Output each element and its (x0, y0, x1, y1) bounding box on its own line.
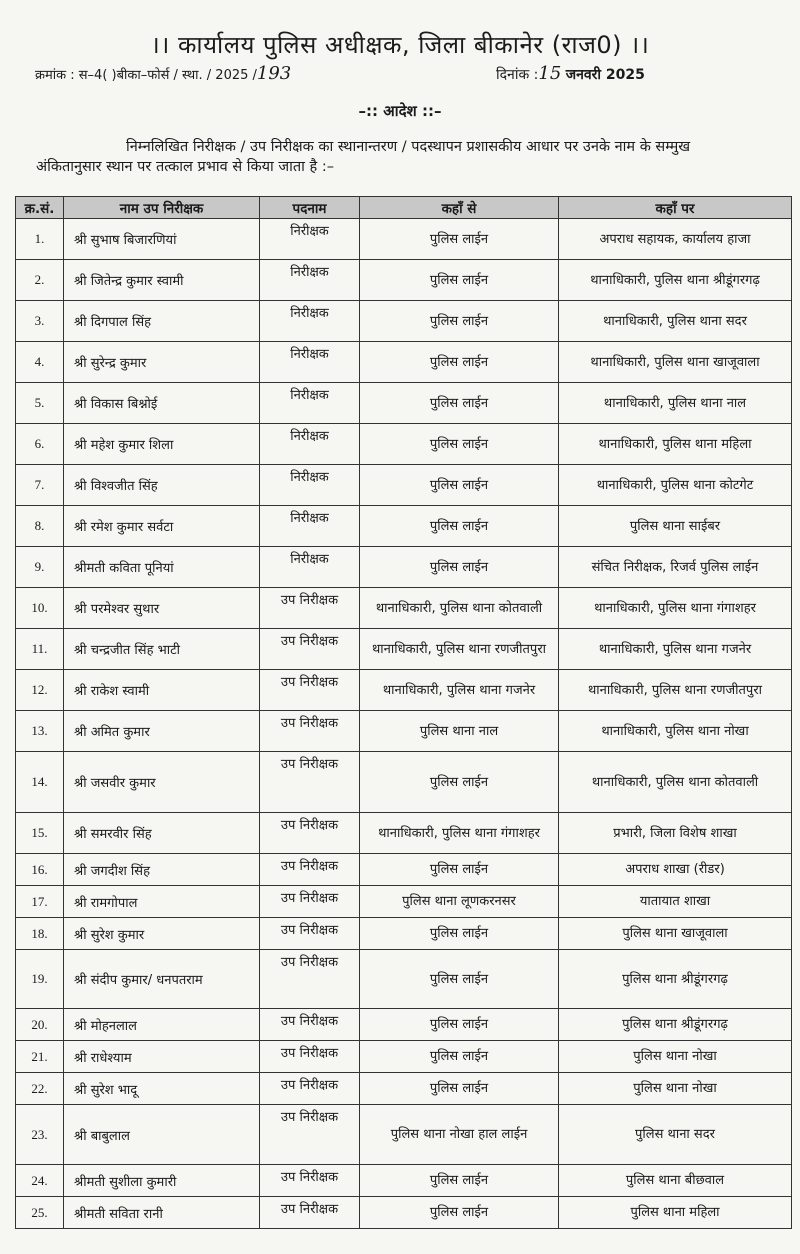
table-row (16, 342, 792, 383)
serial-cell: 3. (16, 301, 64, 342)
to-cell: अपराध शाखा (रीडर) (559, 854, 792, 886)
table-row (16, 854, 792, 886)
table-row (16, 918, 792, 950)
name-cell: श्री सुभाष बिजारणियां (64, 219, 260, 260)
from-cell: पुलिस लाईन (360, 506, 559, 547)
table-row (16, 950, 792, 1009)
from-cell: पुलिस थाना नाल (360, 711, 559, 752)
to-cell: थानाधिकारी, पुलिस थाना नाल (559, 383, 792, 424)
serial-cell: 12. (16, 670, 64, 711)
order-heading: –:: आदेश ::– (358, 102, 442, 120)
to-cell: थानाधिकारी, पुलिस थाना कोटगेट (559, 465, 792, 506)
serial-cell: 2. (16, 260, 64, 301)
reference-handwritten-number: 193 (256, 63, 292, 84)
designation-cell: उप निरीक्षक (260, 752, 360, 813)
name-cell: श्री रमेश कुमार सर्वटा (64, 506, 260, 547)
serial-cell: 21. (16, 1041, 64, 1073)
table-row (16, 588, 792, 629)
name-cell: श्रीमती सविता रानी (64, 1197, 260, 1229)
from-cell: पुलिस लाईन (360, 424, 559, 465)
from-cell: पुलिस लाईन (360, 950, 559, 1009)
date-month-year: जनवरी 2025 (565, 67, 645, 83)
designation-cell: निरीक्षक (260, 260, 360, 301)
serial-cell: 19. (16, 950, 64, 1009)
header-to: कहाँ पर (559, 197, 792, 219)
designation-cell: उप निरीक्षक (260, 1197, 360, 1229)
designation-cell: निरीक्षक (260, 465, 360, 506)
from-cell: पुलिस लाईन (360, 854, 559, 886)
name-cell: श्री सुरेश भादू (64, 1073, 260, 1105)
name-cell: श्री चन्द्रजीत सिंह भाटी (64, 629, 260, 670)
office-title: ।। कार्यालय पुलिस अधीक्षक, जिला बीकानेर (राज0) ।। (150, 31, 650, 59)
from-cell: पुलिस लाईन (360, 219, 559, 260)
serial-cell: 8. (16, 506, 64, 547)
table-row (16, 424, 792, 465)
order-date (496, 63, 645, 84)
name-cell: श्रीमती कविता पूनियां (64, 547, 260, 588)
table-row (16, 506, 792, 547)
designation-cell: उप निरीक्षक (260, 588, 360, 629)
designation-cell: उप निरीक्षक (260, 813, 360, 854)
transfer-table (15, 196, 792, 1229)
to-cell: थानाधिकारी, पुलिस थाना महिला (559, 424, 792, 465)
from-cell: पुलिस लाईन (360, 465, 559, 506)
from-cell: पुलिस लाईन (360, 383, 559, 424)
designation-cell: निरीक्षक (260, 342, 360, 383)
to-cell: थानाधिकारी, पुलिस थाना श्रीडूंगरगढ़ (559, 260, 792, 301)
to-cell: पुलिस थाना श्रीडूंगरगढ़ (559, 1009, 792, 1041)
designation-cell: उप निरीक्षक (260, 854, 360, 886)
name-cell: श्री विकास बिश्नोई (64, 383, 260, 424)
from-cell: पुलिस लाईन (360, 1197, 559, 1229)
name-cell: श्री राधेश्याम (64, 1041, 260, 1073)
table-header-row (16, 197, 792, 219)
reference-prefix: क्रमांक : स–4( )बीका–फोर्स / स्था. / 2025 / (35, 68, 257, 83)
serial-cell: 1. (16, 219, 64, 260)
serial-cell: 16. (16, 854, 64, 886)
name-cell: श्री सुरेन्द्र कुमार (64, 342, 260, 383)
to-cell: थानाधिकारी, पुलिस थाना सदर (559, 301, 792, 342)
from-cell: पुलिस लाईन (360, 1009, 559, 1041)
designation-cell: उप निरीक्षक (260, 918, 360, 950)
serial-cell: 17. (16, 886, 64, 918)
name-cell: श्रीमती सुशीला कुमारी (64, 1165, 260, 1197)
designation-cell: उप निरीक्षक (260, 1041, 360, 1073)
serial-cell: 22. (16, 1073, 64, 1105)
serial-cell: 9. (16, 547, 64, 588)
designation-cell: उप निरीक्षक (260, 1009, 360, 1041)
table-row (16, 383, 792, 424)
table-row (16, 301, 792, 342)
to-cell: थानाधिकारी, पुलिस थाना खाजूवाला (559, 342, 792, 383)
serial-cell: 25. (16, 1197, 64, 1229)
designation-cell: निरीक्षक (260, 219, 360, 260)
designation-cell: उप निरीक्षक (260, 886, 360, 918)
to-cell: पुलिस थाना नोखा (559, 1041, 792, 1073)
header-designation: पदनाम (260, 197, 360, 219)
name-cell: श्री बाबुलाल (64, 1105, 260, 1165)
serial-cell: 7. (16, 465, 64, 506)
serial-cell: 13. (16, 711, 64, 752)
reference-line (0, 63, 800, 89)
name-cell: श्री मोहनलाल (64, 1009, 260, 1041)
serial-cell: 18. (16, 918, 64, 950)
name-cell: श्री रामगोपाल (64, 886, 260, 918)
serial-cell: 14. (16, 752, 64, 813)
to-cell: थानाधिकारी, पुलिस थाना कोतवाली (559, 752, 792, 813)
name-cell: श्री अमित कुमार (64, 711, 260, 752)
table-row (16, 752, 792, 813)
serial-cell: 20. (16, 1009, 64, 1041)
to-cell: थानाधिकारी, पुलिस थाना गंगाशहर (559, 588, 792, 629)
from-cell: पुलिस लाईन (360, 342, 559, 383)
designation-cell: निरीक्षक (260, 547, 360, 588)
table-row (16, 1009, 792, 1041)
from-cell: थानाधिकारी, पुलिस थाना कोतवाली (360, 588, 559, 629)
name-cell: श्री परमेश्वर सुथार (64, 588, 260, 629)
to-cell: थानाधिकारी, पुलिस थाना रणजीतपुरा (559, 670, 792, 711)
serial-cell: 5. (16, 383, 64, 424)
designation-cell: उप निरीक्षक (260, 1105, 360, 1165)
from-cell: पुलिस लाईन (360, 547, 559, 588)
to-cell: थानाधिकारी, पुलिस थाना नोखा (559, 711, 792, 752)
name-cell: श्री दिगपाल सिंह (64, 301, 260, 342)
table-row (16, 670, 792, 711)
name-cell: श्री जसवीर कुमार (64, 752, 260, 813)
to-cell: पुलिस थाना साईबर (559, 506, 792, 547)
from-cell: पुलिस लाईन (360, 752, 559, 813)
serial-cell: 11. (16, 629, 64, 670)
to-cell: पुलिस थाना बीछवाल (559, 1165, 792, 1197)
from-cell: थानाधिकारी, पुलिस थाना गंगाशहर (360, 813, 559, 854)
table-row (16, 547, 792, 588)
from-cell: पुलिस लाईन (360, 301, 559, 342)
name-cell: श्री राकेश स्वामी (64, 670, 260, 711)
table-row (16, 260, 792, 301)
table-row (16, 1165, 792, 1197)
table-row (16, 1197, 792, 1229)
designation-cell: निरीक्षक (260, 424, 360, 465)
header-from: कहाँ से (360, 197, 559, 219)
designation-cell: निरीक्षक (260, 383, 360, 424)
designation-cell: उप निरीक्षक (260, 1073, 360, 1105)
date-label: दिनांक : (496, 67, 539, 83)
from-cell: पुलिस थाना लूणकरनसर (360, 886, 559, 918)
designation-cell: निरीक्षक (260, 506, 360, 547)
to-cell: अपराध सहायक, कार्यालय हाजा (559, 219, 792, 260)
to-cell: संचित निरीक्षक, रिजर्व पुलिस लाईन (559, 547, 792, 588)
to-cell: यातायात शाखा (559, 886, 792, 918)
designation-cell: उप निरीक्षक (260, 670, 360, 711)
date-day: 15 (538, 63, 562, 84)
to-cell: पुलिस थाना सदर (559, 1105, 792, 1165)
name-cell: श्री संदीप कुमार/ धनपतराम (64, 950, 260, 1009)
designation-cell: उप निरीक्षक (260, 950, 360, 1009)
name-cell: श्री सुरेश कुमार (64, 918, 260, 950)
reference-number (35, 63, 291, 84)
serial-cell: 23. (16, 1105, 64, 1165)
header-name: नाम उप निरीक्षक (64, 197, 260, 219)
table-row (16, 1105, 792, 1165)
table-row (16, 1041, 792, 1073)
designation-cell: उप निरीक्षक (260, 1165, 360, 1197)
from-cell: पुलिस लाईन (360, 1165, 559, 1197)
table-row (16, 711, 792, 752)
name-cell: श्री समरवीर सिंह (64, 813, 260, 854)
from-cell: पुलिस लाईन (360, 260, 559, 301)
table-row (16, 465, 792, 506)
table-row (16, 886, 792, 918)
name-cell: श्री महेश कुमार शिला (64, 424, 260, 465)
from-cell: पुलिस लाईन (360, 918, 559, 950)
serial-cell: 6. (16, 424, 64, 465)
designation-cell: निरीक्षक (260, 301, 360, 342)
order-intro-text: निम्नलिखित निरीक्षक / उप निरीक्षक का स्थानान्तरण / पदस्थापन प्रशासकीय आधार पर उनके नाम के सम्मुख अंकितानुसार स्थान पर तत्काल प्रभाव से किया जाता है :– (36, 139, 691, 175)
from-cell: पुलिस लाईन (360, 1073, 559, 1105)
table-row (16, 813, 792, 854)
table-row (16, 1073, 792, 1105)
to-cell: पुलिस थाना खाजूवाला (559, 918, 792, 950)
serial-cell: 24. (16, 1165, 64, 1197)
designation-cell: उप निरीक्षक (260, 711, 360, 752)
header-serial: क्र.सं. (16, 197, 64, 219)
to-cell: प्रभारी, जिला विशेष शाखा (559, 813, 792, 854)
serial-cell: 10. (16, 588, 64, 629)
table-row (16, 629, 792, 670)
name-cell: श्री जगदीश सिंह (64, 854, 260, 886)
name-cell: श्री जितेन्द्र कुमार स्वामी (64, 260, 260, 301)
to-cell: पुलिस थाना नोखा (559, 1073, 792, 1105)
serial-cell: 15. (16, 813, 64, 854)
serial-cell: 4. (16, 342, 64, 383)
from-cell: थानाधिकारी, पुलिस थाना गजनेर (360, 670, 559, 711)
to-cell: पुलिस थाना श्रीडूंगरगढ़ (559, 950, 792, 1009)
table-row (16, 219, 792, 260)
from-cell: थानाधिकारी, पुलिस थाना रणजीतपुरा (360, 629, 559, 670)
to-cell: थानाधिकारी, पुलिस थाना गजनेर (559, 629, 792, 670)
name-cell: श्री विश्वजीत सिंह (64, 465, 260, 506)
designation-cell: उप निरीक्षक (260, 629, 360, 670)
from-cell: पुलिस लाईन (360, 1041, 559, 1073)
to-cell: पुलिस थाना महिला (559, 1197, 792, 1229)
from-cell: पुलिस थाना नोखा हाल लाईन (360, 1105, 559, 1165)
